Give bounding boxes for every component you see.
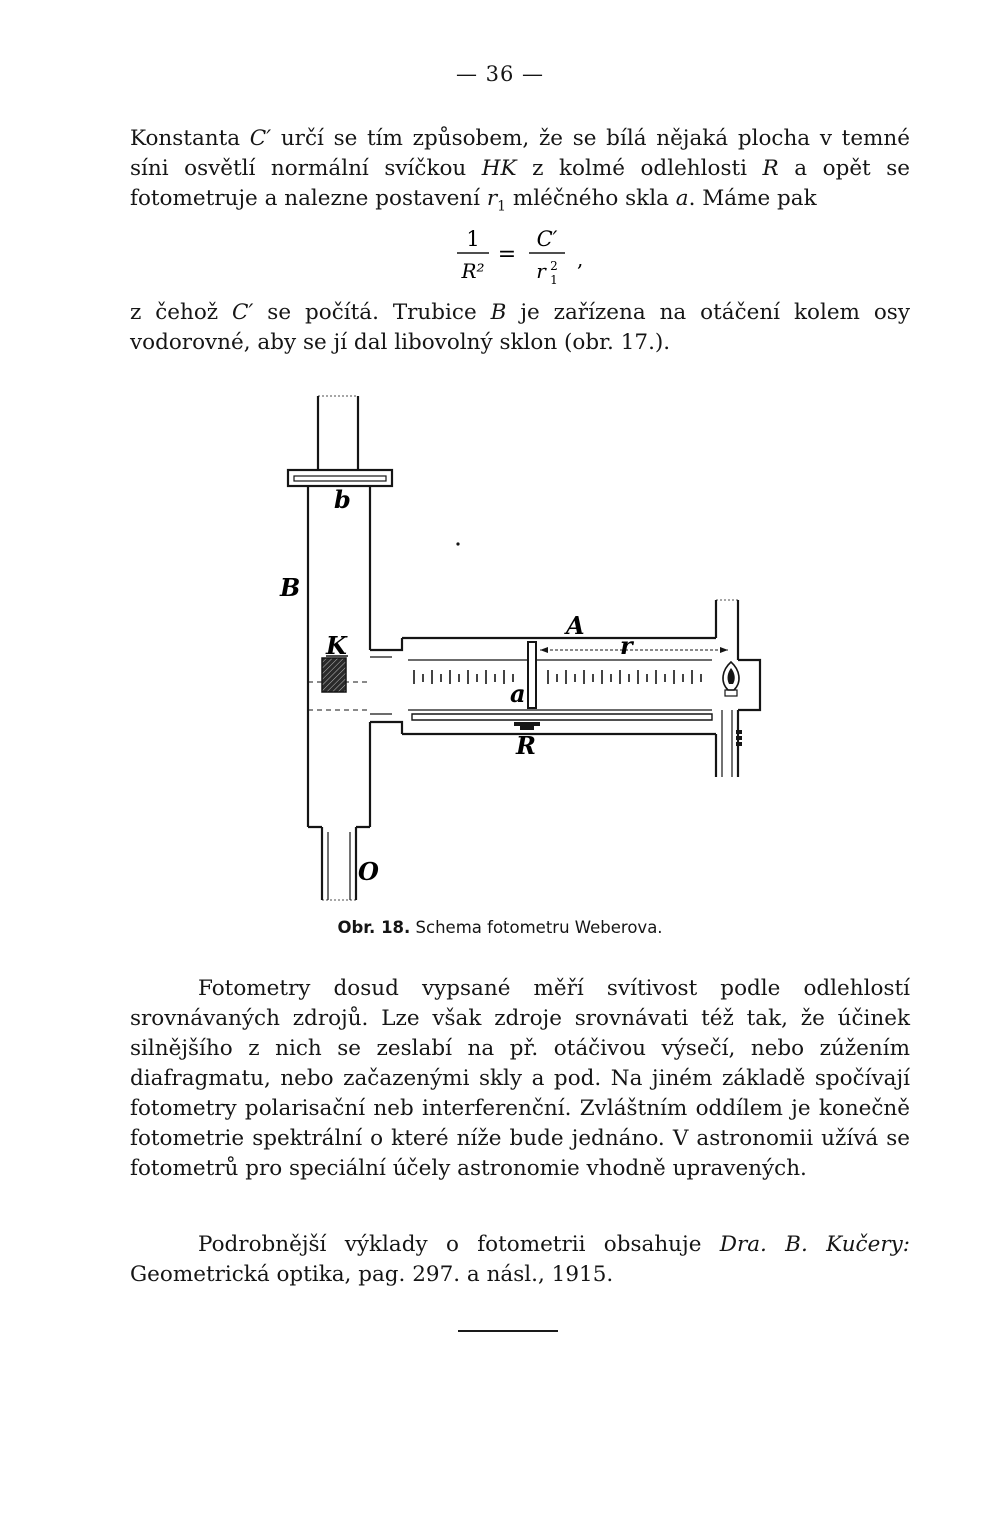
figure-caption: Obr. 18. Schema fotometru Weberova.: [337, 918, 663, 937]
formula-numerator-right: C′: [536, 227, 558, 251]
scale-ticks: [414, 670, 701, 684]
label-a: a: [510, 679, 526, 708]
author-name: Dra. B. Kučery:: [719, 1232, 910, 1257]
top-chimney: [318, 396, 358, 470]
slider-knob: [514, 722, 540, 726]
screen-k: [322, 658, 346, 692]
formula-denominator-left: R²: [461, 259, 485, 283]
tube-outlines: [288, 396, 760, 900]
page-number: — 36 —: [455, 62, 545, 86]
label-b: b: [334, 485, 351, 514]
formula: [445, 226, 605, 288]
closing-rule: [458, 1330, 558, 1332]
paragraph-4: Podrobnější výklady o fotometrii obsahuje Dra. B. Kučery: Geometrická optika, pag. 297. a násl., 1915.: [130, 1232, 910, 1287]
paragraph-2: z čehož C′ se počítá. Trubice B je zařízena na otáčení kolem osy vodorovné, aby se jí dal libovolný sklon (obr. 17.).: [130, 300, 910, 355]
formula-numerator-left: 1: [466, 227, 480, 251]
label-r: r: [620, 631, 633, 660]
symbol-a: a: [675, 186, 689, 211]
label-O: O: [358, 857, 379, 886]
formula-comma: ,: [577, 247, 584, 271]
milk-glass-a: [528, 642, 536, 708]
symbol-c-prime: C′: [232, 300, 254, 325]
label-K: K: [326, 631, 347, 660]
paragraph-3: Fotometry dosud vypsané měří svítivost podle odlehlostí srovnávaných zdrojů. Lze však zdroje srovnávati též tak, že účinek silnějšího z nich se zeslabí na př. otáčivou výsečí, nebo zúžením diafragmatu, nebo začazenými skly a pod. Na jiném základě spočívají fotometry polarisační neb interferenční. Zvláštním oddílem je konečně fotometrie spektrální o které níže bude jednáno. V astronomii užívá se fotometrů pro speciální účely astronomie vhodně upravených.: [130, 976, 910, 1181]
formula-equals: =: [497, 242, 517, 267]
formula-denominator-right: r: [536, 259, 546, 283]
paragraph-1: Konstanta C′ určí se tím způsobem, že se bílá nějaká plocha v temné síni osvětlí normální svíčkou HK z kolmé odlehlosti R a opět se fotometruje a nalezne postavení $r_1$ mléčného skla a. Máme pak: [130, 126, 910, 215]
formula-sub: 1: [550, 273, 558, 287]
label-A: A: [566, 611, 585, 640]
symbol-r1: r: [486, 186, 498, 211]
burner-chain: [736, 730, 742, 746]
top-collar: [288, 470, 392, 486]
symbol-c-prime: C′: [249, 126, 272, 151]
label-B: B: [280, 573, 301, 602]
label-R: R: [516, 731, 536, 760]
photometer-diagram: [270, 392, 790, 904]
symbol-r: R: [762, 156, 779, 181]
formula-sup: 2: [550, 259, 558, 273]
symbol-hk: HK: [481, 156, 517, 181]
symbol-b: B: [490, 300, 507, 325]
bottom-outlet: [322, 827, 356, 900]
